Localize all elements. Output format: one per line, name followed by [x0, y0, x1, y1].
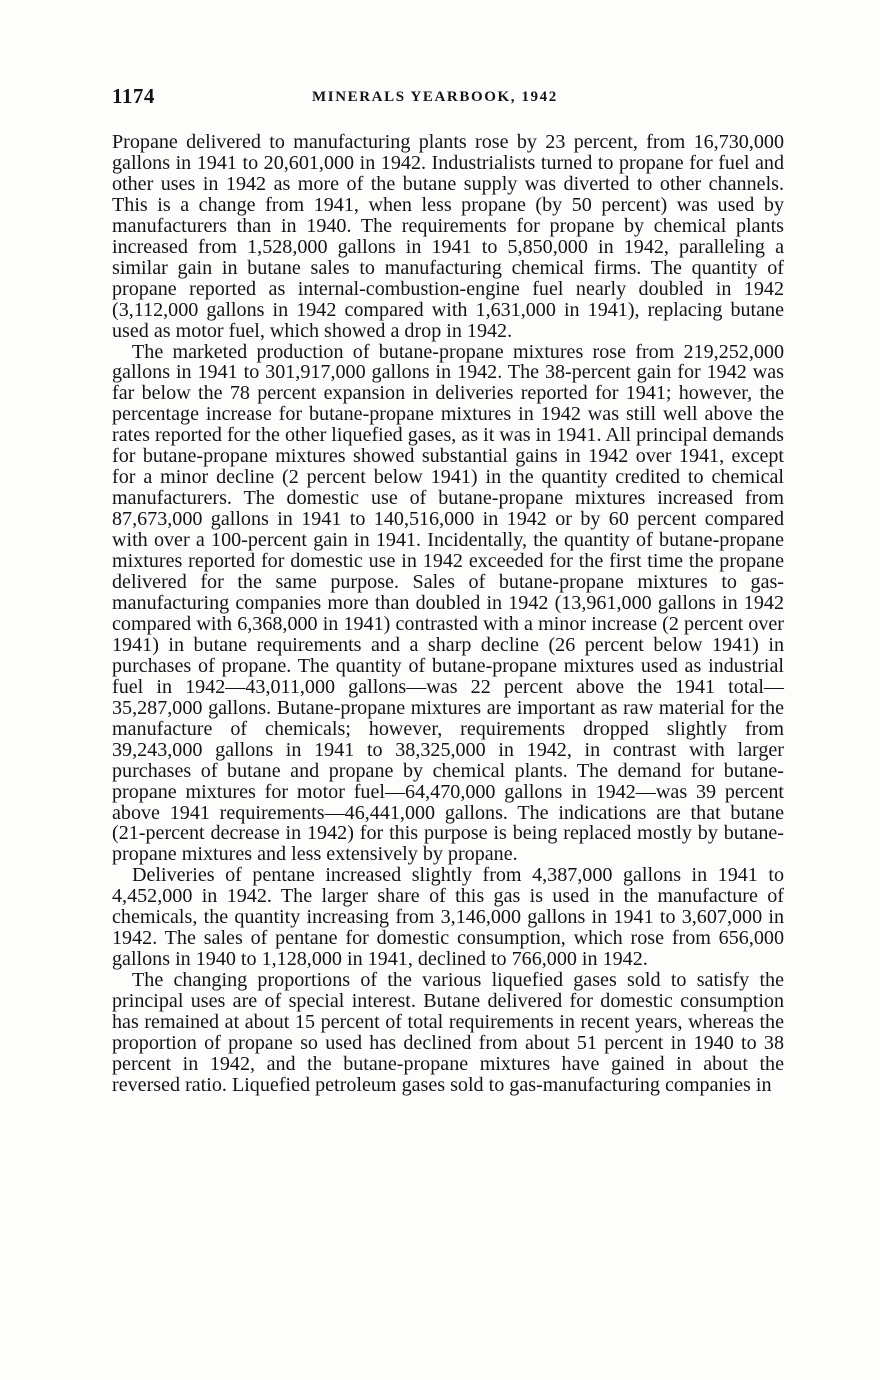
page-header: [112, 84, 784, 116]
paragraph-pentane: Deliveries of pentane increased slightly from 4,387,000 gallons in 1941 to 4,452,000 in 1942. The larger share of this gas is used in the manufacture of chemicals, the quantity increasing from 3,146,000 gallons in 1941 to 3,607,000 in 1942. The sales of pentane for domestic consumption, which rose from 656,000 gallons in 1940 to 1,128,000 in 1941, declined to 766,000 in 1942.: [112, 864, 784, 971]
paragraph-propane-manufacturing: Propane delivered to manufacturing plants rose by 23 percent, from 16,730,000 gallons in 1941 to 20,601,000 in 1942. Industrialists turned to propane for fuel and other uses in 1942 as more of the butane supply was diverted to other channels. This is a change from 1941, when less propane (by 50 percent) was used by manufacturers than in 1940. The requirements for propane by chemical plants increased from 1,528,000 gallons in 1941 to 5,850,000 in 1942, paralleling a similar gain in butane sales to manufacturing chemical firms. The quantity of propane reported as internal-combustion-engine fuel nearly doubled in 1942 (3,112,000 gallons in 1942 compared with 1,631,000 in 1941), replacing butane used as motor fuel, which showed a drop in 1942.: [112, 131, 784, 342]
page-number: 1174: [112, 84, 155, 108]
body-text: [112, 132, 784, 1096]
running-head: MINERALS YEARBOOK, 1942: [312, 89, 558, 105]
paragraph-changing-proportions: The changing proportions of the various liquefied gases sold to satisfy the principal uses are of special interest. Butane delivered for domestic consumption has remained at about 15 percent of total requirements in recent years, whereas the proportion of propane so used has declined from about 51 percent in 1940 to 38 percent in 1942, and the butane-propane mixtures have gained in about the reversed ratio. Liquefied petroleum gases sold to gas-manufacturing companies in: [112, 969, 784, 1096]
paragraph-butane-propane-mixtures: The marketed production of butane-propane mixtures rose from 219,252,000 gallons in 1941 to 301,917,000 gallons in 1942. The 38-percent gain for 1942 was far below the 78 percent expansion in deliveries reported for 1941; however, the percentage increase for butane-propane mixtures in 1942 was still well above the rates reported for the other liquefied gases, as it was in 1941. All principal demands for butane-propane mixtures showed substantial gains in 1942 over 1941, except for a minor decline (2 percent below 1941) in the quantity credited to chemical manufacturers. The domestic use of butane-propane mixtures increased from 87,673,000 gallons in 1941 to 140,516,000 in 1942 or by 60 percent compared with over a 100-percent gain in 1941. Incidentally, the quantity of butane-propane mixtures reported for domestic use in 1942 exceeded for the first time the propane delivered for the same purpose. Sales of butane-propane mixtures to gas-manufacturing companies more than doubled in 1942 (13,961,000 gallons in 1942 compared with 6,368,000 in 1941) contrasted with a minor increase (2 percent over 1941) in butane requirements and a sharp decline (26 percent below 1941) in purchases of propane. The quantity of butane-propane mixtures used as industrial fuel in 1942—43,011,000 gallons—was 22 percent above the 1941 total—35,287,000 gallons. Butane-propane mixtures are important as raw material for the manufacture of chemicals; however, requirements dropped slightly from 39,243,000 gallons in 1941 to 38,325,000 in 1942, in contrast with larger purchases of butane and propane by chemical plants. The demand for butane-propane mixtures for motor fuel—64,470,000 gallons in 1942—was 39 percent above 1941 requirements—46,441,000 gallons. The indications are that butane (21-percent decrease in 1942) for this purpose is being replaced mostly by butane-propane mixtures and less extensively by propane.: [112, 340, 784, 866]
